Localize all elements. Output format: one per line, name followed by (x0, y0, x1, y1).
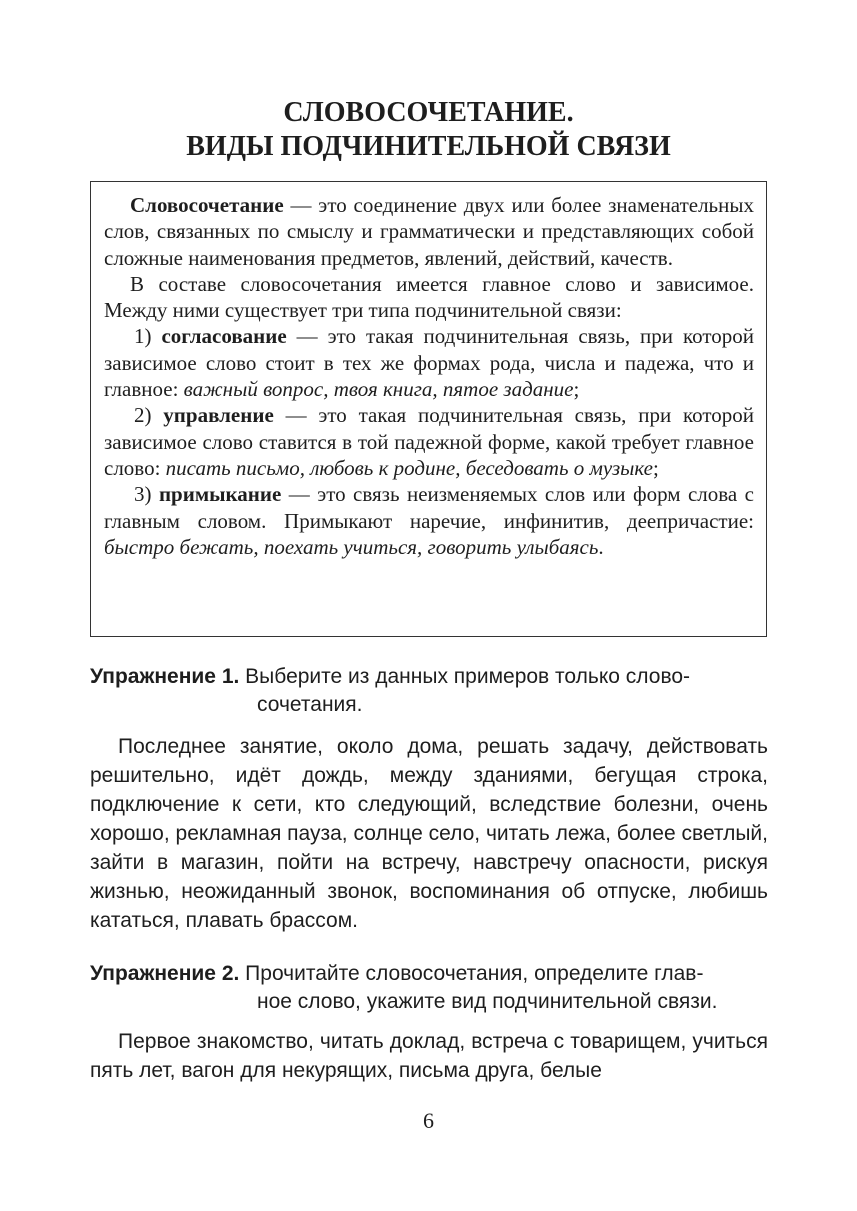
examples-adjunction: быстро бежать, поехать учиться, говорить улыбаясь (104, 534, 599, 559)
term-upravlenie: управление (163, 403, 274, 428)
rule-definition (104, 192, 754, 271)
term-soglasovanie: согласование (161, 324, 287, 349)
rule-types-intro: В составе словосочетания имеется главное слово и зависимое. Между ними существует три типа подчинительной связи: (104, 271, 754, 323)
exercise-2-heading (90, 960, 770, 1016)
rule-item-government: 2) управление — это такая подчинительная связь, при которой зависимое слово ставится в той падежной форме, какой требует главное слово: писать письмо, любовь к родине, беседовать о музыке; (104, 403, 754, 480)
definition-text: — это соединение двух или более знаменательных слов, связанных по смыслу и грамматически и представляющих собой сложные наименования предметов, явлений, действий, качеств. (104, 193, 754, 270)
examples-government: писать письмо, любовь к родине, беседовать о музыке (165, 455, 653, 480)
examples-agreement: важный вопрос, твоя книга, пятое задание (183, 377, 574, 402)
term-primykanie: примыкание (158, 482, 282, 507)
exercise-1-label: Упражнение 1. (90, 665, 240, 688)
exercise-1-text: Последнее занятие, около дома, решать задачу, действовать решительно, идёт дождь, между зданиями, бегущая строка, подключение к сети, кто следующий, вследствие болезни, очень хорошо, рекламная пауза, солнце село, читать лежа, более светлый, зайти в магазин, пойти на встречу, навстречу опасности, рискуя жизнью, неожиданный звонок, воспоминания об отпуске, любишь кататься, плавать брассом. (90, 735, 768, 932)
exercise-1-heading (90, 663, 770, 719)
title-line-1: СЛОВОСОЧЕТАНИЕ. (283, 97, 574, 128)
page-number: 6 (423, 1108, 434, 1133)
rule-item-adjunction: 3) примыкание — это связь неизменяемых слов или форм слова с главным словом. Примыкают наречие, инфинитив, деепричастие: быстро бежать, поехать учиться, говорить улыбаясь. (104, 482, 754, 559)
term-slovosochetanie: Словосочетание (130, 193, 284, 217)
exercise-1-task-line-2: сочетания. (257, 693, 363, 716)
rule-box (90, 181, 767, 637)
exercise-2-task-line-2: ное слово, укажите вид подчинительной связи. (257, 990, 718, 1013)
title-line-2: ВИДЫ ПОДЧИНИТЕЛЬНОЙ СВЯЗИ (186, 131, 671, 162)
exercise-2-task-line-1: Прочитайте словосочетания, определите глав- (245, 962, 704, 985)
exercise-1-task-line-1: Выберите из данных примеров только слово- (245, 665, 691, 688)
rule-item-agreement: 1) согласование — это такая подчинительная связь, при которой зависимое слово стоит в тех же формах рода, числа и падежа, что и главное: важный вопрос, твоя книга, пятое задание; (104, 324, 754, 402)
exercise-2-label: Упражнение 2. (90, 962, 240, 985)
exercise-2-text: Первое знакомство, читать доклад, встреча с товарищем, учиться пять лет, вагон для некурящих, письма друга, белые (90, 1030, 768, 1082)
page-title (0, 96, 857, 164)
